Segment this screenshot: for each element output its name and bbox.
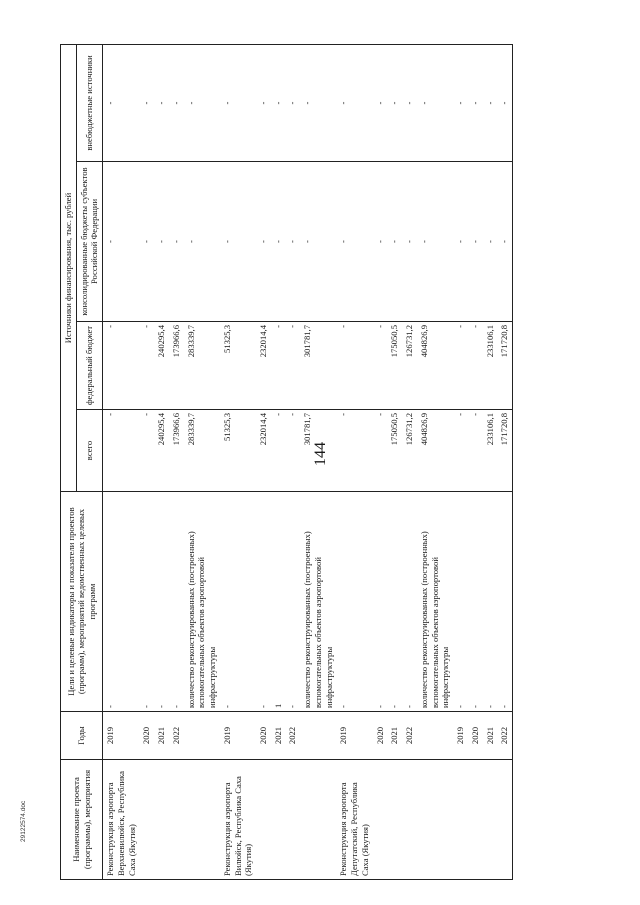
federal-cell: 51325,3 [220, 322, 256, 410]
financing-table-container [60, 45, 580, 880]
year-cell: 2022 [402, 712, 417, 760]
page-number: 144 [312, 442, 329, 466]
extra-cell: - [103, 44, 140, 161]
header-sources-group: Источники финансирования, тыс. рублей [61, 44, 77, 491]
federal-cell: - [139, 322, 154, 410]
regional-cell: - [417, 162, 453, 322]
regional-cell: - [169, 162, 184, 322]
goal-cell: - [373, 492, 388, 712]
header-regional: консолидированные бюджеты субъектов Российской Федерации [76, 162, 102, 322]
federal-cell: 301781,7 [300, 322, 336, 410]
regional-cell: - [271, 162, 286, 322]
year-cell [417, 712, 453, 760]
goal-cell: - [468, 492, 483, 712]
extra-cell: - [256, 44, 271, 161]
table-row [139, 44, 154, 879]
federal-cell: - [271, 322, 286, 410]
total-cell: - [285, 410, 300, 492]
goal-cell: - [336, 492, 372, 712]
year-cell: 2021 [154, 712, 169, 760]
regional-cell: - [336, 162, 372, 322]
federal-cell: - [103, 322, 140, 410]
project-name-cell [483, 760, 498, 880]
table-row [285, 44, 300, 879]
extra-cell: - [220, 44, 256, 161]
table-row [271, 44, 286, 879]
header-federal: федеральный бюджет [76, 322, 102, 410]
year-cell: 2020 [468, 712, 483, 760]
extra-cell: - [285, 44, 300, 161]
extra-cell: - [402, 44, 417, 161]
project-name-cell [285, 760, 300, 880]
total-cell: 175050,5 [387, 410, 402, 492]
table-row [336, 44, 372, 879]
project-name-cell [169, 760, 184, 880]
header-extra: внебюджетные источники [76, 44, 102, 161]
project-name-cell [373, 760, 388, 880]
goal-cell: - [220, 492, 256, 712]
regional-cell: - [256, 162, 271, 322]
project-name-cell [139, 760, 154, 880]
project-name-cell [184, 760, 220, 880]
federal-cell: 175050,5 [387, 322, 402, 410]
goal-cell: - [154, 492, 169, 712]
year-cell: 2022 [169, 712, 184, 760]
project-name-cell [300, 760, 336, 880]
year-cell: 2019 [103, 712, 140, 760]
table-row [417, 44, 453, 879]
regional-cell: - [468, 162, 483, 322]
extra-cell: - [468, 44, 483, 161]
regional-cell: - [497, 162, 512, 322]
year-cell: 2021 [271, 712, 286, 760]
project-name-cell [271, 760, 286, 880]
project-name-cell [453, 760, 468, 880]
table-row [103, 44, 140, 879]
project-name-cell [468, 760, 483, 880]
table-row [300, 44, 336, 879]
year-cell: 2020 [256, 712, 271, 760]
table-body [103, 44, 513, 879]
extra-cell: - [169, 44, 184, 161]
header-project: Наименование проекта (программы), мероприятия [61, 760, 103, 880]
project-name-cell [387, 760, 402, 880]
total-cell: - [468, 410, 483, 492]
table-row [154, 44, 169, 879]
federal-cell: - [336, 322, 372, 410]
project-name-cell [154, 760, 169, 880]
federal-cell: 283339,7 [184, 322, 220, 410]
total-cell: 301781,7 [300, 410, 336, 492]
header-years: Годы [61, 712, 103, 760]
year-cell: 2019 [220, 712, 256, 760]
table-row [184, 44, 220, 879]
year-cell: 2021 [387, 712, 402, 760]
federal-cell: 232014,4 [256, 322, 271, 410]
regional-cell: - [139, 162, 154, 322]
year-cell: 2019 [336, 712, 372, 760]
goal-cell: - [169, 492, 184, 712]
total-cell: 283339,7 [184, 410, 220, 492]
regional-cell: - [285, 162, 300, 322]
table-row [256, 44, 271, 879]
year-cell: 2021 [483, 712, 498, 760]
table-row [468, 44, 483, 879]
project-name-cell: Реконструкция аэропорта Депутатский, Республика Саха (Якутия) [336, 760, 372, 880]
regional-cell: - [453, 162, 468, 322]
extra-cell: - [483, 44, 498, 161]
project-name-cell: Реконструкция аэропорта Верхневилюйск, Республика Саха (Якутия) [103, 760, 140, 880]
project-name-cell [402, 760, 417, 880]
regional-cell: - [387, 162, 402, 322]
project-name-cell [417, 760, 453, 880]
federal-cell: 171720,8 [497, 322, 512, 410]
project-name-cell: Реконструкция аэропорта Вилюйск, Республика Саха (Якутия) [220, 760, 256, 880]
table-row [483, 44, 498, 879]
year-cell: 2020 [373, 712, 388, 760]
extra-cell: - [387, 44, 402, 161]
goal-cell: - [497, 492, 512, 712]
goal-cell: - [387, 492, 402, 712]
total-cell: 51325,3 [220, 410, 256, 492]
total-cell: 173966,6 [169, 410, 184, 492]
project-name-cell [256, 760, 271, 880]
footer-filename: 29122574.doc [20, 800, 27, 842]
goal-cell: количество реконструированных (построенных) вспомогательных объектов аэропортовой инфраструктуры [417, 492, 453, 712]
goal-cell: количество реконструированных (построенных) вспомогательных объектов аэропортовой инфраструктуры [184, 492, 220, 712]
extra-cell: - [139, 44, 154, 161]
federal-cell: 173966,6 [169, 322, 184, 410]
goal-cell: количество реконструированных (построенных) вспомогательных объектов аэропортовой инфраструктуры [300, 492, 336, 712]
goal-cell: - [285, 492, 300, 712]
extra-cell: - [497, 44, 512, 161]
table-row [402, 44, 417, 879]
total-cell: 404826,9 [417, 410, 453, 492]
goal-cell: - [256, 492, 271, 712]
goal-cell: - [103, 492, 140, 712]
total-cell: - [271, 410, 286, 492]
regional-cell: - [483, 162, 498, 322]
year-cell: 2020 [139, 712, 154, 760]
goal-cell: - [483, 492, 498, 712]
extra-cell: - [154, 44, 169, 161]
federal-cell: 233106,1 [483, 322, 498, 410]
federal-cell: 126731,2 [402, 322, 417, 410]
extra-cell: - [184, 44, 220, 161]
federal-cell: 404826,9 [417, 322, 453, 410]
total-cell: 171720,8 [497, 410, 512, 492]
table-row [373, 44, 388, 879]
table-row [497, 44, 512, 879]
goal-cell: - [453, 492, 468, 712]
total-cell: - [373, 410, 388, 492]
extra-cell: - [336, 44, 372, 161]
goal-cell: 1 [271, 492, 286, 712]
project-name-cell [497, 760, 512, 880]
total-cell: - [336, 410, 372, 492]
table-row [453, 44, 468, 879]
regional-cell: - [373, 162, 388, 322]
federal-cell: - [285, 322, 300, 410]
table-row [387, 44, 402, 879]
total-cell: 232014,4 [256, 410, 271, 492]
federal-cell: - [373, 322, 388, 410]
regional-cell: - [402, 162, 417, 322]
header-total: всего [76, 410, 102, 492]
year-cell [300, 712, 336, 760]
extra-cell: - [453, 44, 468, 161]
total-cell: - [139, 410, 154, 492]
regional-cell: - [300, 162, 336, 322]
extra-cell: - [373, 44, 388, 161]
table-row [220, 44, 256, 879]
header-goals: Цели и целевые индикаторы и показатели проектов (программ), мероприятий ведомственных целевых программ [61, 492, 103, 712]
total-cell: 233106,1 [483, 410, 498, 492]
year-cell [184, 712, 220, 760]
extra-cell: - [271, 44, 286, 161]
regional-cell: - [184, 162, 220, 322]
federal-cell: - [468, 322, 483, 410]
goal-cell: - [139, 492, 154, 712]
financing-table [60, 44, 513, 880]
regional-cell: - [220, 162, 256, 322]
total-cell: 240295,4 [154, 410, 169, 492]
total-cell: 126731,2 [402, 410, 417, 492]
extra-cell: - [300, 44, 336, 161]
year-cell: 2022 [285, 712, 300, 760]
total-cell: - [453, 410, 468, 492]
federal-cell: - [453, 322, 468, 410]
regional-cell: - [103, 162, 140, 322]
year-cell: 2022 [497, 712, 512, 760]
goal-cell: - [402, 492, 417, 712]
federal-cell: 240295,4 [154, 322, 169, 410]
extra-cell: - [417, 44, 453, 161]
regional-cell: - [154, 162, 169, 322]
year-cell: 2019 [453, 712, 468, 760]
table-row [169, 44, 184, 879]
total-cell: - [103, 410, 140, 492]
